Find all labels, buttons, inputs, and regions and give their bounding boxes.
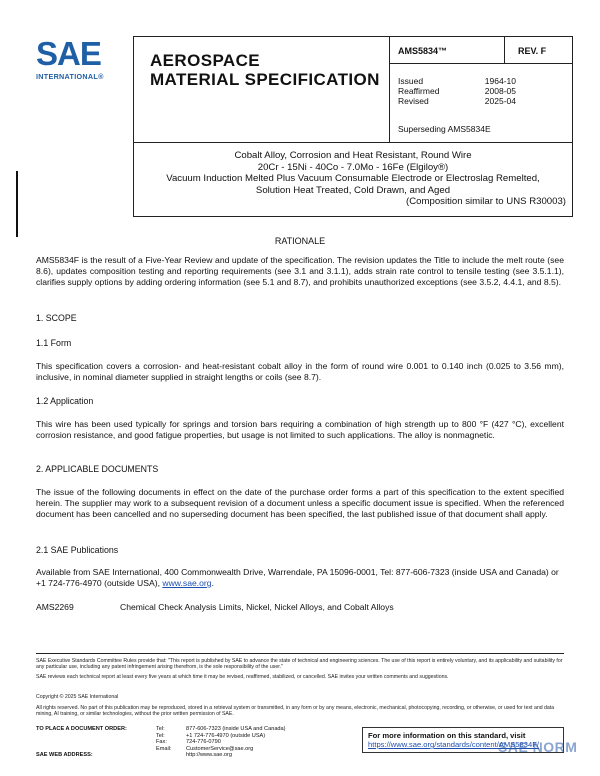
standard-link[interactable]: https://www.sae.org/standards/content/AMS5834F/ [368, 740, 539, 749]
logo-brand: SAE [36, 35, 101, 72]
rationale-text: AMS5834F is the result of a Five-Year Review and update of the specification. The revision updates the Title to include the melt route (see 8.6), updates composition testing and reporting requirements (see 3.1 and 3.1.1), adds strain rate control to tensile testing (see 3.5.1.1), clarifies supply options by adding ordering information (see 5.1 and 8.7), and prohibits unauthorized exceptions (see 3.5.2, 4.4.1, and 8.5). [36, 255, 564, 287]
footer-rules-text: SAE Executive Standards Committee Rules provide that: "This report is published by SAE to advance the state of technical and engineering sciences. The use of this report is entirely voluntary, and its applicability and suitability for any particular use, including any patent infringement arising therefrom, is the sole responsibility of the user." [36, 658, 563, 671]
reference-code: AMS2269 [36, 602, 74, 612]
section-scope-heading: 1. SCOPE [36, 313, 77, 323]
watermark: SAE NORM [498, 739, 578, 755]
footer-review-text: SAE reviews each technical report at least every five years at which time it may be revised, reaffirmed, stabilized, or cancelled. SAE invites your written comments and suggestions. [36, 674, 449, 680]
web-address-link[interactable]: http://www.sae.org [186, 752, 233, 759]
web-address-label: SAE WEB ADDRESS: [36, 752, 93, 759]
section-sae-publications-heading: 2.1 SAE Publications [36, 545, 119, 555]
change-bar [16, 171, 18, 237]
order-email[interactable]: CustomerService@sae.org [186, 745, 254, 752]
form-text: This specification covers a corrosion- and heat-resistant cobalt alloy in the form of round wire 0.001 to 0.140 inch (0.025 to 3.56 mm), inclusive, in nominal diameter supplied in straight lengths or coils (see 8.7). [36, 361, 564, 382]
section-documents-heading: 2. APPLICABLE DOCUMENTS [36, 464, 159, 474]
sae-logo [36, 37, 128, 97]
order-label: TO PLACE A DOCUMENT ORDER: [36, 726, 127, 732]
document-type-title: AEROSPACE MATERIAL SPECIFICATION [150, 51, 380, 89]
header-divider [389, 63, 573, 64]
more-info-title: For more information on this standard, visit [368, 731, 526, 740]
date-row: Revised 2025-04 [398, 96, 516, 106]
logo-subtitle: INTERNATIONAL® [36, 72, 104, 81]
date-row: Reaffirmed 2008-05 [398, 86, 516, 96]
revision-label: REV. F [518, 46, 547, 56]
section-application-heading: 1.2 Application [36, 396, 94, 406]
rationale-heading: RATIONALE [274, 236, 326, 246]
footer-copyright: Copyright © 2025 SAE International [36, 694, 119, 700]
header-divider [389, 36, 390, 143]
material-title: Cobalt Alloy, Corrosion and Heat Resistant, Round Wire 20Cr - 15Ni - 40Co - 7.0Mo - 16Fe (Elgiloy®) Vacuum Induction Melted Plus Vacuum Consumable Electrode or Electroslag Remelted, Solution Heat Treated, Cold Drawn, and Aged [166, 150, 540, 196]
composition-note: (Composition similar to UNS R30003) [406, 196, 566, 207]
reference-row [36, 602, 394, 612]
application-text: This wire has been used typically for springs and torsion bars requiring a combination of high strength up to 800 °F (427 °C), excellent corrosion resistance, and good fatigue properties, but usage is not limited to such applications. The alloy is nonmagnetic. [36, 419, 564, 440]
section-form-heading: 1.1 Form [36, 338, 72, 348]
superseding-note: Superseding AMS5834E [398, 124, 491, 134]
date-row: Issued 1964-10 [398, 76, 516, 86]
sae-website-link[interactable]: www.sae.org [162, 578, 212, 588]
sae-publications-text: Available from SAE International, 400 Commonwealth Drive, Warrendale, PA 15096-0001, Tel: 877-606-7323 (inside USA and Canada) or +1 724-776-4970 (outside USA), www.sae.org. [36, 567, 559, 588]
footer-rights-text: All rights reserved. No part of this publication may be reproduced, stored in a retrieval system or transmitted, in any form or by any means, electronic, mechanical, photocopying, recording, or otherwise, or used for text and data mining, AI training, or similar technologies, without the prior written permission of SAE. [36, 705, 555, 718]
reference-title: Chemical Check Analysis Limits, Nickel, Nickel Alloys, and Cobalt Alloys [120, 602, 394, 612]
footer-rule [36, 653, 564, 654]
document-number: AMS5834™ [398, 46, 448, 56]
document-dates [398, 76, 516, 106]
documents-text: The issue of the following documents in effect on the date of the purchase order forms a part of this specification to the extent specified herein. The supplier may work to a subsequent revision of a document unless a specific document issue is specified. When the referenced document has been cancelled and no superseding document has been specified, the last published issue of that document shall apply. [36, 487, 564, 519]
header-divider [504, 36, 505, 63]
order-info: TO PLACE A DOCUMENT ORDER: Tel: 877-606-7323 (inside USA and Canada) Tel: +1 724-776-4970 (outside USA) Fax: 724-776-0790 Email: CustomerService@sae.org SAE WEB ADDRESS: http://www.sae.org [36, 726, 286, 759]
